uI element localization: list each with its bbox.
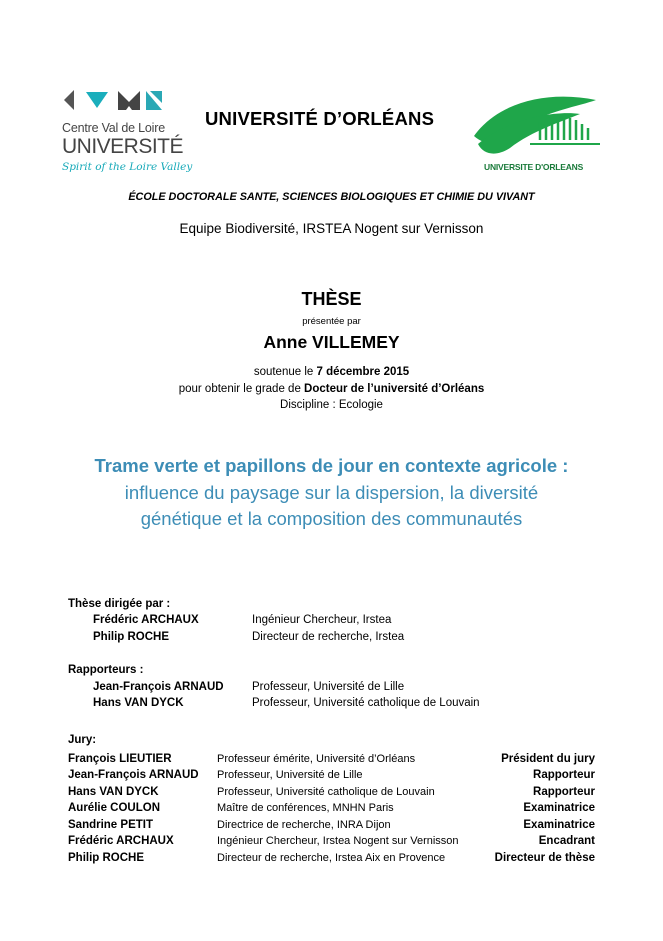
- jury-member-affiliation: Directeur de recherche, Irstea Aix en Provence: [217, 852, 446, 864]
- jury-row: [0, 769, 663, 785]
- jury-member-role: Rapporteur: [533, 786, 595, 798]
- thesis-subtitle-line-2: génétique et la composition des communautés: [140, 508, 523, 529]
- jury-member-role: Examinatrice: [523, 802, 595, 814]
- thesis-subtitle-line-1: influence du paysage sur la dispersion, la diversité: [124, 482, 539, 503]
- jury-row: [0, 852, 663, 868]
- jury-member-affiliation: Directrice de recherche, INRA Dijon: [217, 819, 391, 831]
- jury-row: [0, 802, 663, 818]
- defense-date-line: [0, 366, 663, 378]
- rapporteur-name: Hans VAN DYCK: [93, 697, 184, 709]
- jury-member-name: Jean-François ARNAUD: [68, 769, 199, 781]
- jury-member-name: Aurélie COULON: [68, 802, 161, 814]
- jury-member-name: Hans VAN DYCK: [68, 786, 159, 798]
- direction-heading: Thèse dirigée par :: [68, 598, 171, 610]
- jury-member-name: François LIEUTIER: [68, 753, 172, 765]
- rapporteur-role: Professeur, Université de Lille: [252, 681, 405, 693]
- jury-row: [0, 753, 663, 769]
- grade-prefix: pour obtenir le grade de: [178, 383, 305, 395]
- green-swoosh-icon: [470, 92, 610, 162]
- director-name: Philip ROCHE: [93, 631, 170, 643]
- jury-member-name: Frédéric ARCHAUX: [68, 835, 174, 847]
- logo-right-text: UNIVERSITE D'ORLEANS: [484, 162, 584, 172]
- thesis-label: THÈSE: [301, 289, 362, 309]
- director-role: Ingénieur Chercheur, Irstea: [252, 614, 392, 626]
- rapporteurs-heading: Rapporteurs :: [68, 664, 144, 676]
- jury-heading: Jury:: [68, 734, 97, 746]
- logo-line-1: Centre Val de Loire: [62, 121, 165, 135]
- jury-row: [0, 835, 663, 851]
- jury-member-affiliation: Maître de conférences, MNHN Paris: [217, 802, 394, 814]
- grade: Docteur de l’université d’Orléans: [304, 383, 485, 395]
- jury-member-role: Rapporteur: [533, 769, 595, 781]
- jury-member-affiliation: Ingénieur Chercheur, Irstea Nogent sur Vernisson: [217, 835, 459, 847]
- jury-member-affiliation: Professeur, Université de Lille: [217, 769, 363, 781]
- presented-by: présentée par: [302, 316, 361, 327]
- thesis-title: Trame verte et papillons de jour en contexte agricole :: [94, 455, 569, 476]
- rapporteur-role: Professeur, Université catholique de Louvain: [252, 697, 480, 709]
- doctoral-school: ÉCOLE DOCTORALE SANTE, SCIENCES BIOLOGIQUES ET CHIMIE DU VIVANT: [128, 191, 535, 203]
- defense-prefix: soutenue le: [253, 366, 317, 378]
- director-name: Frédéric ARCHAUX: [93, 614, 199, 626]
- jury-member-name: Philip ROCHE: [68, 852, 145, 864]
- jury-member-name: Sandrine PETIT: [68, 819, 153, 831]
- jury-member-role: Encadrant: [538, 835, 595, 847]
- discipline: Discipline : Ecologie: [280, 399, 383, 411]
- grade-line: [0, 383, 663, 395]
- jury-member-role: Examinatrice: [523, 819, 595, 831]
- jury-row: [0, 819, 663, 835]
- jury-member-role: Directeur de thèse: [494, 852, 595, 864]
- universite-orleans-logo: [470, 92, 610, 176]
- jury-member-affiliation: Professeur émérite, Université d’Orléans: [217, 753, 416, 765]
- university-title: UNIVERSITÉ D’ORLÉANS: [205, 108, 435, 129]
- research-team: Equipe Biodiversité, IRSTEA Nogent sur Vernisson: [179, 221, 484, 236]
- logo-shapes-icon: [62, 88, 162, 118]
- logo-line-3: Spirit of the Loire Valley: [62, 161, 193, 173]
- director-role: Directeur de recherche, Irstea: [252, 631, 405, 643]
- jury-row: [0, 786, 663, 802]
- author-name: Anne VILLEMEY: [263, 332, 400, 352]
- jury-member-affiliation: Professeur, Université catholique de Louvain: [217, 786, 435, 798]
- centre-val-de-loire-logo: [62, 88, 193, 180]
- rapporteur-name: Jean-François ARNAUD: [93, 681, 224, 693]
- defense-date: 7 décembre 2015: [316, 366, 410, 378]
- logo-line-2: UNIVERSITÉ: [62, 135, 184, 158]
- jury-member-role: Président du jury: [501, 753, 595, 765]
